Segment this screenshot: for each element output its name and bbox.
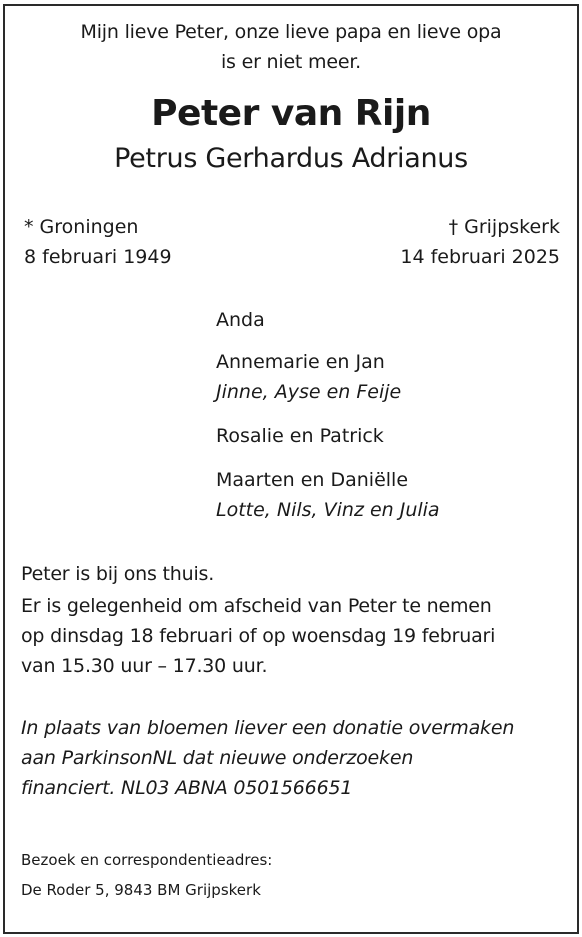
donation-line-3: financiert. NL03 ABNA 0501566651	[21, 777, 353, 799]
birth-date: 8 februari 1949	[24, 246, 172, 268]
death-place: † Grijpskerk	[448, 216, 560, 238]
address-value: De Roder 5, 9843 BM Grijpskerk	[21, 881, 261, 899]
intro-line-2: is er niet meer.	[220, 51, 362, 73]
grandchildren-annemarie-jan: Jinne, Ayse en Feije	[216, 381, 402, 403]
donation-line-1: In plaats van bloemen liever een donatie overmaken	[21, 717, 515, 739]
visitation-line-3: op dinsdag 18 februari of op woensdag 19 februari	[21, 625, 496, 647]
family-member-annemarie-jan: Annemarie en Jan	[216, 351, 385, 373]
visitation-line-4: van 15.30 uur – 17.30 uur.	[21, 655, 268, 677]
visitation-line-2: Er is gelegenheid om afscheid van Peter te nemen	[21, 595, 492, 617]
family-member-rosalie-patrick: Rosalie en Patrick	[216, 425, 384, 447]
family-member-maarten-danielle: Maarten en Daniëlle	[216, 469, 409, 491]
visitation-line-1: Peter is bij ons thuis.	[21, 563, 215, 585]
deceased-full-name: Petrus Gerhardus Adrianus	[114, 143, 468, 174]
grandchildren-maarten-danielle: Lotte, Nils, Vinz en Julia	[216, 499, 440, 521]
death-date: 14 februari 2025	[400, 246, 560, 268]
family-member-anda: Anda	[216, 309, 265, 331]
deceased-name: Peter van Rijn	[151, 93, 431, 134]
address-label: Bezoek en correspondentieadres:	[21, 851, 273, 869]
birth-place: * Groningen	[24, 216, 139, 238]
intro-line-1: Mijn lieve Peter, onze lieve papa en lieve opa	[80, 21, 502, 43]
donation-line-2: aan ParkinsonNL dat nieuwe onderzoeken	[21, 747, 414, 769]
